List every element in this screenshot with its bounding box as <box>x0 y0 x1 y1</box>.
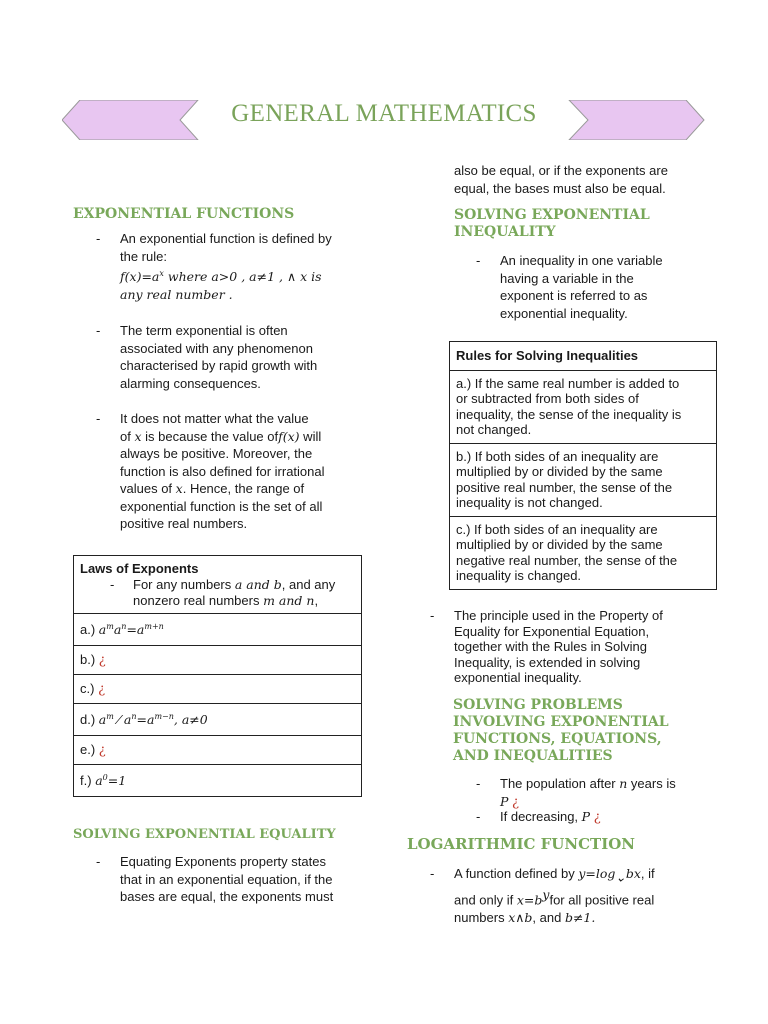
law-e: e.) ¿ <box>74 736 362 765</box>
rule-c: c.) If both sides of an inequality are multiplied by or divided by the same negative real number, the sense of the inequality is changed. <box>450 516 717 589</box>
rules-title: Rules for Solving Inequalities <box>450 342 717 371</box>
rules-inequalities-table <box>449 341 717 590</box>
laws-title: Laws of Exponents <box>80 561 199 576</box>
solving-problems-heading: SOLVING PROBLEMS INVOLVING EXPONENTIAL FUNCTIONS, EQUATIONS, AND INEQUALITIES <box>453 697 669 764</box>
law-f: f.) $a^0=1$ <box>74 765 362 797</box>
laws-of-exponents-table: Laws of Exponents - For any numbers a and b, and any nonzero real numbers m and n, a.) $a^ma^n=a^{m+n}$ b.) ¿ c.) ¿ d.) $a^m$ ⁄ $a^n=a^{m-n}$, a≠0 e.) ¿ f.) $a^0=1$ <box>73 555 362 797</box>
rule-b: b.) If both sides of an inequality are multiplied by or divided by the same positive real number, the sense of the inequality is not changed. <box>450 443 717 516</box>
law-c: c.) ¿ <box>74 675 362 704</box>
definition-formula: $f(x)=a^x$ where a>0 , a≠1 , ∧ x is <box>120 269 322 285</box>
left-banner-ribbon <box>62 100 200 140</box>
solving-inequality-heading: SOLVING EXPONENTIAL INEQUALITY <box>454 207 650 240</box>
law-d: d.) $a^m$ ⁄ $a^n=a^{m-n}$, a≠0 <box>74 704 362 736</box>
law-a: a.) $a^ma^n=a^{m+n}$ <box>74 614 362 646</box>
law-b: b.) ¿ <box>74 646 362 675</box>
page-title: GENERAL MATHEMATICS <box>231 100 537 127</box>
rule-a: a.) If the same real number is added to or subtracted from both sides of inequality, the sense of the inequality is not changed. <box>450 370 717 443</box>
solving-equality-heading: SOLVING EXPONENTIAL EQUALITY <box>73 827 336 842</box>
exponential-functions-heading: EXPONENTIAL FUNCTIONS <box>73 206 295 222</box>
right-banner-ribbon <box>568 100 706 140</box>
equality-continuation: also be equal, or if the exponents are equal, the bases must also be equal. <box>454 163 668 196</box>
logarithmic-function-heading: LOGARITHMIC FUNCTION <box>407 835 635 853</box>
